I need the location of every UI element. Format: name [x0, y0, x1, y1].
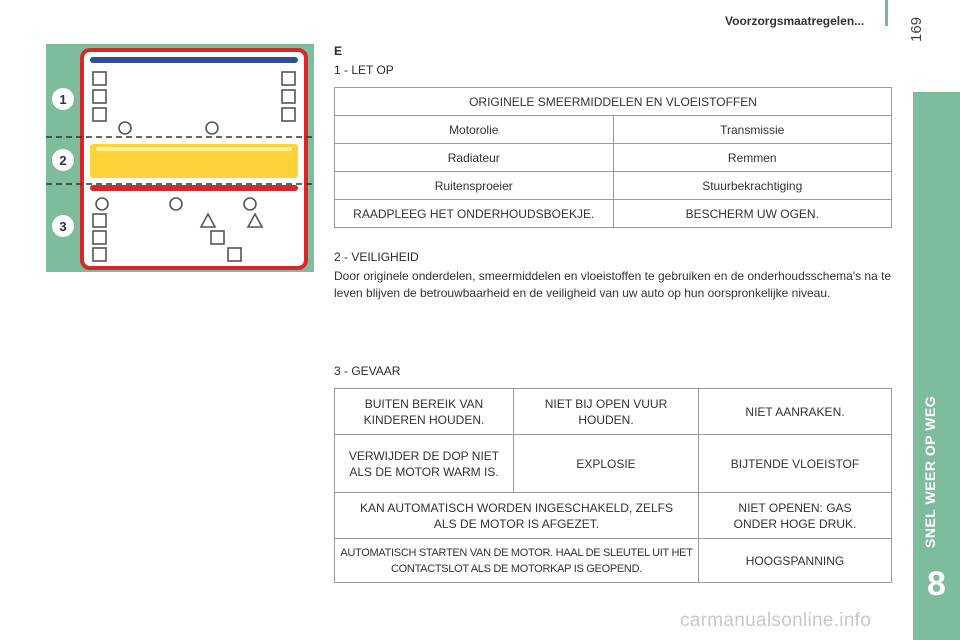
table-cell: RAADPLEEG HET ONDERHOUDSBOEKJE. — [335, 200, 614, 228]
chapter-number: 8 — [927, 565, 946, 603]
zone-number-3: 3 — [59, 219, 67, 234]
table-row — [335, 144, 892, 172]
table-row — [335, 435, 892, 493]
table-cell: Motorolie — [335, 116, 614, 144]
table-row — [335, 172, 892, 200]
part2-paragraph: Door originele onderdelen, smeermiddelen en vloeistoffen te gebruiken en de onderhoudsschema's na te leven blijven de betrouwbaarheid en de veiligheid van uw auto op hun oorspronkelijke niveau. — [334, 269, 892, 300]
red-band — [90, 185, 298, 191]
table-row — [335, 116, 892, 144]
table-row — [335, 88, 892, 116]
table-cell: NIET AANRAKEN. — [699, 389, 892, 435]
table-cell: Stuurbekrachtiging — [613, 172, 892, 200]
table-cell: BESCHERM UW OGEN. — [613, 200, 892, 228]
zone-badge-3 — [52, 215, 74, 237]
part2-heading: 2 - VEILIGHEID — [334, 250, 419, 264]
chapter-title: SNEL WEER OP WEG — [922, 395, 938, 548]
header-title: Voorzorgsmaatregelen... — [725, 14, 865, 28]
table-cell: BUITEN BEREIK VAN KINDEREN HOUDEN. — [335, 389, 514, 435]
lubricants-table — [334, 87, 892, 228]
table-cell: Remmen — [613, 144, 892, 172]
table-cell: HOOGSPANNING — [699, 539, 892, 583]
table-cell: NIET BIJ OPEN VUUR HOUDEN. — [514, 389, 699, 435]
table-cell: BIJTENDE VLOEISTOF — [699, 435, 892, 493]
table-row — [335, 200, 892, 228]
warning-label-illustration — [46, 44, 314, 272]
yellow-band-highlight — [96, 147, 292, 151]
table-row — [335, 493, 892, 539]
header-rule — [885, 0, 888, 26]
table-cell: VERWIJDER DE DOP NIET ALS DE MOTOR WARM IS. — [335, 435, 514, 493]
table-cell: NIET OPENEN: GAS ONDER HOGE DRUK. — [699, 493, 892, 539]
zone-number-1: 1 — [59, 92, 67, 107]
watermark: carmanualsonline.info — [680, 610, 872, 631]
zone-badge-1 — [52, 88, 74, 110]
page-number: 169 — [908, 16, 925, 42]
table-cell: Transmissie — [613, 116, 892, 144]
lubricants-table-title: ORIGINELE SMEERMIDDELEN EN VLOEISTOFFEN — [335, 88, 892, 116]
danger-table — [334, 388, 892, 583]
table-cell: EXPLOSIE — [514, 435, 699, 493]
table-cell: Ruitensproeier — [335, 172, 614, 200]
table-cell: Radiateur — [335, 144, 614, 172]
table-cell: AUTOMATISCH STARTEN VAN DE MOTOR. HAAL DE SLEUTEL UIT HET CONTACTSLOT ALS DE MOTORKAP IS GEOPEND. — [335, 539, 699, 583]
part3-heading: 3 - GEVAAR — [334, 364, 401, 378]
part1-heading: 1 - LET OP — [334, 63, 394, 77]
table-row — [335, 539, 892, 583]
zone-badge-2 — [52, 149, 74, 171]
table-row — [335, 389, 892, 435]
zone-number-2: 2 — [59, 153, 67, 168]
section-letter: E — [334, 44, 343, 58]
table-cell: KAN AUTOMATISCH WORDEN INGESCHAKELD, ZELFS ALS DE MOTOR IS AFGEZET. — [335, 493, 699, 539]
blue-band — [90, 57, 298, 63]
